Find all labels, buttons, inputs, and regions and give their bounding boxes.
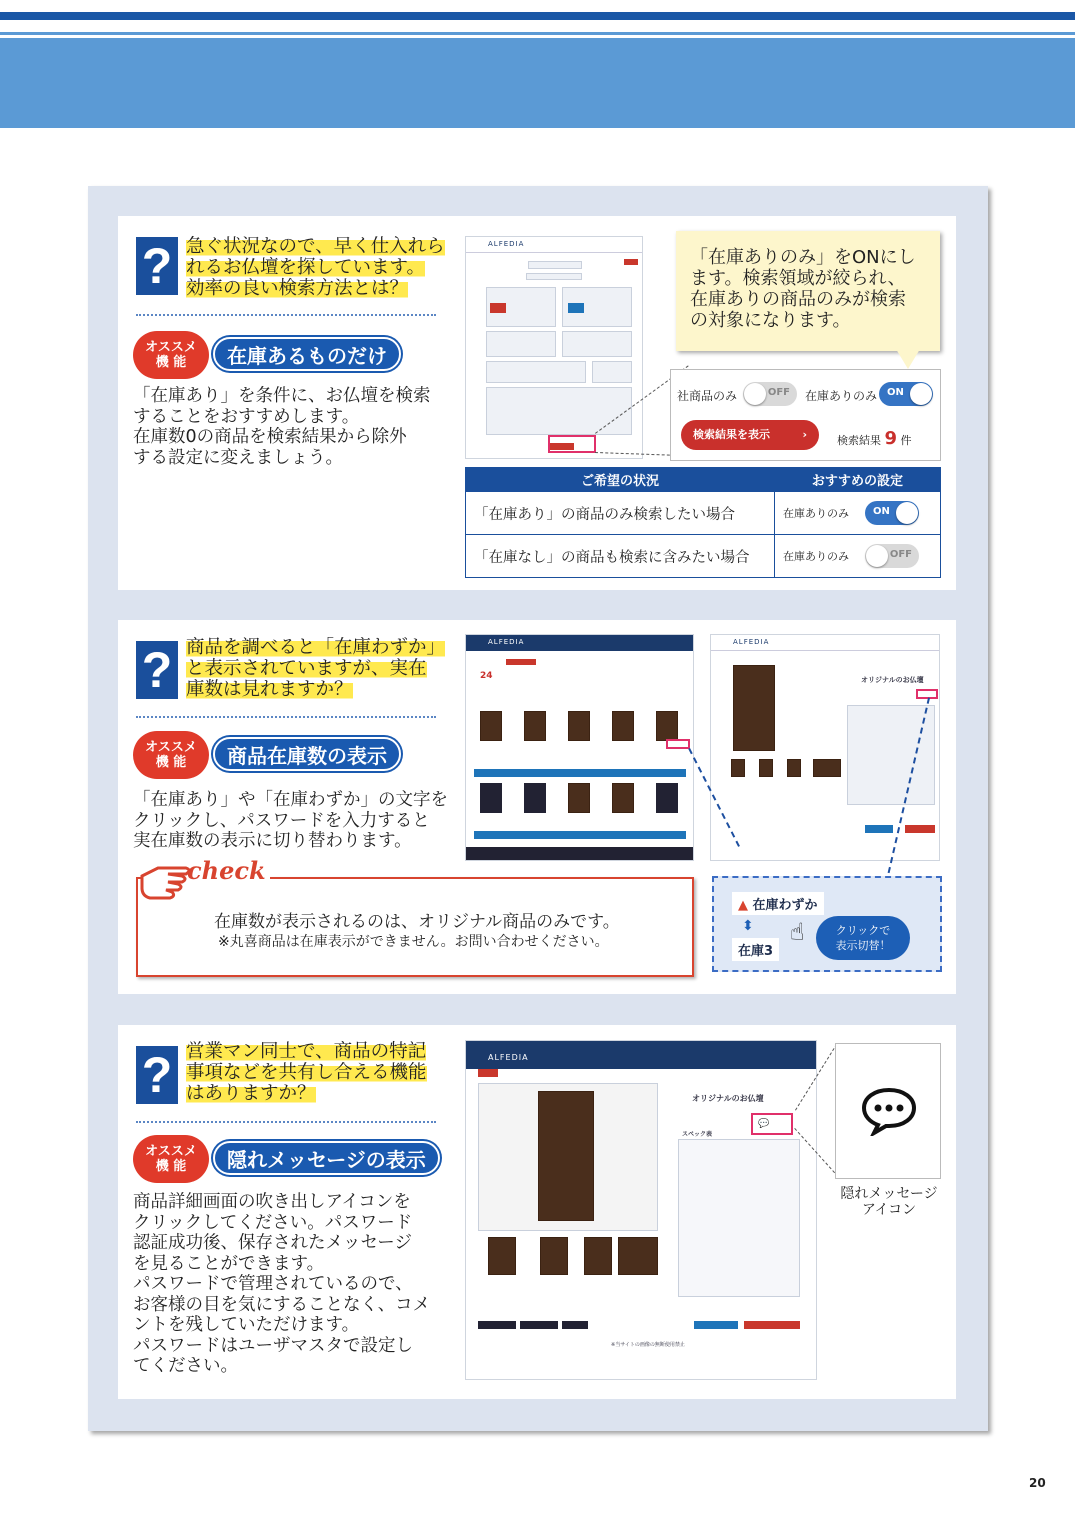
result-count: 検索結果 9 件 [837,428,912,449]
feature-title: 隠れメッセージの表示 [213,1141,440,1175]
own-products-toggle[interactable]: OFF [743,382,797,406]
divider [136,716,436,718]
recommended-badge: オススメ 機 能 [133,731,209,779]
speech-bubble-icon [860,1086,918,1136]
speech-bubble-icon[interactable]: 💬 [758,1119,770,1129]
check-label: check [183,856,270,885]
question-mark-icon: ? [136,237,178,295]
product-detail-screenshot: ALFEDIA オリジナルのお仏壇 [710,634,940,861]
stock-toggle-tip [712,876,942,972]
on-toggle-example: ON [865,501,919,525]
hidden-message-icon-panel [835,1043,941,1179]
search-options-zoom: 社商品のみ OFF 在庫ありのみ ON 検索結果を表示 › 検索結果 9 件 [670,369,941,461]
product-list-screenshot: ALFEDIA 24 [465,634,694,861]
screenshot-header: ALFEDIA [711,635,939,651]
screenshot-header: ALFEDIA [466,1041,816,1069]
icon-caption: 隠れメッセージ アイコン [840,1186,938,1218]
off-toggle-example: OFF [865,544,919,568]
question-text: 商品を調べると「在庫わずか」 と表示されていますが、実在 庫数は見れますか？ [186,637,446,700]
search-screenshot [465,236,643,459]
callout-tail [896,349,920,369]
recommended-badge: オススメ 機 能 [133,1135,209,1183]
callout-note: 「在庫ありのみ」をONにし ます。検索領域が絞られ、 在庫ありの商品のみが検索 の対象になります。 [676,231,940,351]
page-number: 20 [1029,1476,1046,1490]
table-row: 「在庫あり」の商品のみ検索したい場合 在庫ありのみ ON [466,492,941,535]
feature-title: 商品在庫数の表示 [213,737,401,771]
description: 商品詳細画面の吹き出しアイコンを クリックしてください。パスワード 認証成功後、保存されたメッセージ を見ることができます。 パスワードで管理されているので、 お客様の目を気にすることなく、コメ ントを残していただけます。 パスワードはユーザマスタで設定し てください。 [133,1192,431,1376]
low-stock-label: ▲ 在庫わずか [732,892,824,915]
cursor-hand-icon: ☝ [790,918,805,946]
recommendation-table: ご希望の状況 おすすめの設定 「在庫あり」の商品のみ検索したい場合 在庫ありのみ ON 「在庫なし」の商品も検索に含みたい場合 在庫ありのみ OFF [465,467,941,578]
question-text: 急ぐ状況なので、早く仕入れら れるお仏壇を探しています。 効率の良い検索方法とは？ [186,236,445,299]
detail-page-screenshot: ALFEDIA オリジナルのお仏壇 💬 スペック表 ※当サイトの画像の無断使用禁止 [465,1040,817,1380]
click-bubble: クリックで 表示切替！ [816,916,910,960]
switch-arrows-icon: ⬍ [742,918,754,934]
screenshot-header: ALFEDIA [466,635,693,651]
in-stock-only-toggle[interactable]: ON [879,382,933,406]
question-text: 営業マン同士で、商品の特記 事項などを共有し合える機能 はありますか？ [186,1041,427,1104]
description: 「在庫あり」を条件に、お仏壇を検索 することをおすすめします。 在庫数0の商品を検索結果から除外 する設定に変えましょう。 [133,386,431,468]
header-band [0,38,1075,128]
show-results-button[interactable]: 検索結果を表示 › [681,420,819,450]
check-note: 在庫数が表示されるのは、オリジナル商品のみです。 ※丸喜商品は在庫表示ができません。お問い合わせください。 [136,877,694,977]
screenshot-header: ALFEDIA [466,237,642,253]
recommended-badge: オススメ 機 能 [133,331,209,379]
question-mark-icon: ? [136,641,178,699]
divider [136,1121,436,1123]
description: 「在庫あり」や「在庫わずか」の文字を クリックし、パスワードを入力すると 実在庫数の表示に切り替わります。 [133,790,448,851]
feature-title: 在庫あるものだけ [213,337,401,371]
stock-count-label: 在庫3 [732,938,779,961]
header-top-line [0,12,1075,20]
question-mark-icon: ? [136,1046,178,1104]
header-thin-line [0,32,1075,35]
table-row: 「在庫なし」の商品も検索に含みたい場合 在庫ありのみ OFF [466,535,941,578]
pointing-hand-icon [138,858,194,906]
divider [136,314,436,316]
